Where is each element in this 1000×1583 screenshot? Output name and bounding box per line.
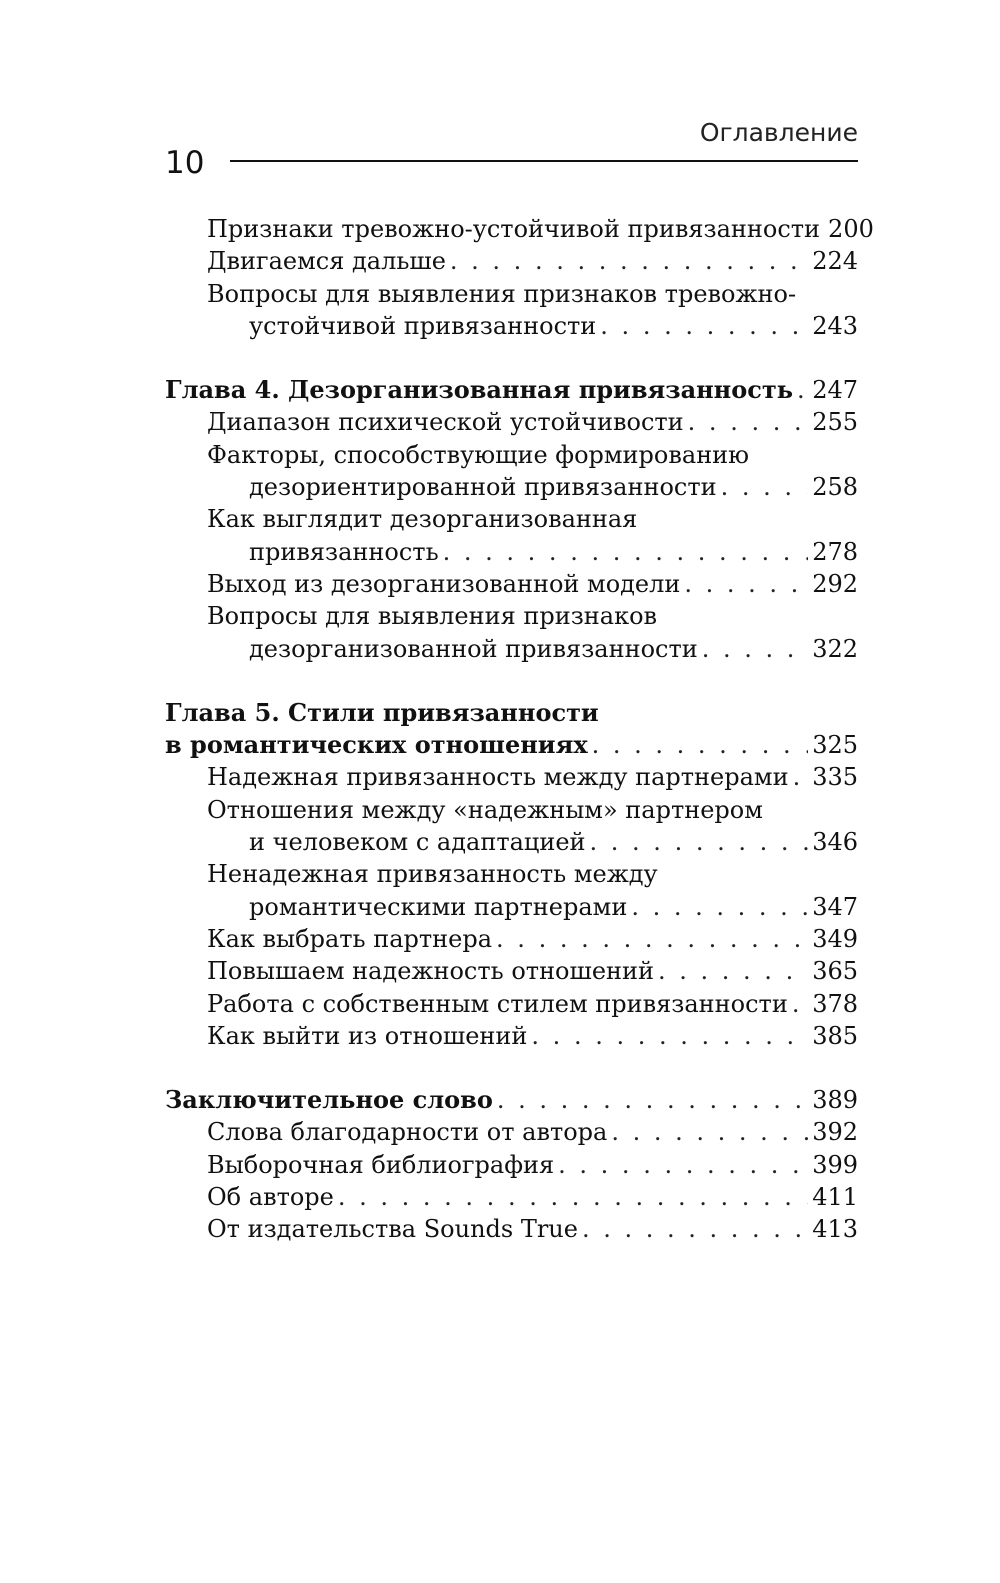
chapter-page: 389 (812, 1086, 858, 1115)
toc-entry-title: Об авторе (207, 1183, 334, 1212)
toc-entry[interactable] (165, 1181, 858, 1213)
leader-dots (688, 406, 809, 438)
toc-entry[interactable] (165, 1213, 858, 1245)
toc-entry-page: 224 (812, 247, 858, 276)
toc-entry-page: 346 (812, 828, 858, 857)
toc-conclusion[interactable] (165, 1084, 858, 1116)
toc-entry-page: 385 (812, 1021, 858, 1050)
toc-entry-page: 392 (812, 1118, 858, 1147)
toc-entry-page: 255 (812, 408, 858, 437)
toc-entry-title: Повышаем надежность отношений (207, 957, 655, 986)
leader-dots (793, 761, 809, 793)
toc-entry-line-2[interactable] (165, 310, 858, 342)
toc-entry-title: Вопросы для выявления признаков тревожно- (207, 279, 797, 308)
leader-dots (611, 1116, 808, 1148)
chapter-title: Глава 4. Дезорганизованная привязанность (165, 375, 794, 405)
toc-entry-page: 413 (812, 1215, 858, 1244)
toc-chapter-4[interactable] (165, 374, 858, 406)
toc-entry-line-2[interactable] (165, 471, 858, 503)
leader-dots (443, 536, 809, 568)
toc-entry-title: Работа с собственным стилем привязанности (207, 989, 788, 1018)
toc-entry-title: Слова благодарности от автора (207, 1118, 608, 1147)
toc-entry-title: привязанность (249, 537, 439, 566)
toc-chapter-5-line-2[interactable] (165, 729, 858, 761)
toc-entry-line-2[interactable] (165, 891, 858, 923)
chapter-page: 325 (812, 731, 858, 760)
toc-entry-title: Двигаемся дальше (207, 247, 446, 276)
toc-entry-page: 292 (812, 569, 858, 598)
leader-dots (792, 988, 808, 1020)
toc-entry-page: 365 (812, 957, 858, 986)
toc-entry-page: 278 (812, 537, 858, 566)
toc-entry-line-1[interactable] (165, 278, 858, 310)
toc-entry-page: 411 (812, 1183, 858, 1212)
running-header-title: Оглавление (699, 118, 858, 147)
leader-dots (592, 729, 809, 761)
chapter-title: Глава 5. Стили привязанности (165, 697, 599, 727)
leader-dots (582, 1213, 808, 1245)
toc-entry-title: Факторы, способствующие формированию (207, 440, 750, 469)
leader-dots (631, 891, 808, 923)
leader-dots (684, 568, 808, 600)
toc-entry-title: Вопросы для выявления признаков (207, 602, 658, 631)
toc-entry-title: устойчивой привязанности (249, 311, 597, 340)
chapter-title: Заключительное слово (165, 1085, 493, 1115)
toc-entry[interactable] (165, 988, 858, 1020)
toc-entry-title: дезориентированной привязанности (249, 473, 717, 502)
toc-entry-title: Выход из дезорганизованной модели (207, 569, 681, 598)
toc-entry[interactable] (165, 568, 858, 600)
toc-entry-title: Выборочная библиография (207, 1150, 555, 1179)
leader-dots (797, 374, 808, 406)
toc-entry-title: Как выйти из отношений (207, 1021, 528, 1050)
toc-entry-page: 349 (812, 924, 858, 953)
leader-dots (658, 955, 808, 987)
toc-entry-title: Надежная привязанность между партнерами (207, 763, 789, 792)
toc-entry-line-1[interactable] (165, 600, 858, 632)
toc-entry[interactable] (165, 923, 858, 955)
header-rule (230, 160, 858, 162)
toc-entry-title: От издательства Sounds True (207, 1215, 578, 1244)
toc-entry-title: Диапазон психической устойчивости (207, 408, 684, 437)
leader-dots (497, 1084, 808, 1116)
toc-entry-page: 243 (812, 311, 858, 340)
toc-entry-page: 399 (812, 1150, 858, 1179)
table-of-contents (165, 213, 874, 1246)
toc-entry-line-1[interactable] (165, 794, 858, 826)
toc-entry[interactable] (165, 245, 858, 277)
toc-entry-title: романтическими партнерами (249, 892, 628, 921)
toc-entry[interactable] (165, 1020, 858, 1052)
page-number: 10 (165, 145, 205, 181)
leader-dots (531, 1020, 808, 1052)
leader-dots (721, 471, 809, 503)
toc-entry-title: Как выглядит дезорганизованная (207, 505, 638, 534)
toc-entry-title: Как выбрать партнера (207, 924, 493, 953)
leader-dots (590, 826, 809, 858)
toc-entry-page: 200 (828, 215, 874, 243)
leader-dots (496, 923, 808, 955)
toc-entry[interactable] (165, 761, 858, 793)
leader-dots (450, 245, 808, 277)
leader-dots (338, 1181, 808, 1213)
toc-entry-line-2[interactable] (165, 633, 858, 665)
toc-entry-line-1[interactable] (165, 503, 858, 535)
toc-entry[interactable] (165, 213, 874, 245)
chapter-title: в романтических отношениях (165, 730, 588, 760)
toc-entry-title: и человеком с адаптацией (249, 828, 586, 857)
toc-entry-page: 258 (812, 473, 858, 502)
toc-entry-title: дезорганизованной привязанности (249, 634, 698, 663)
toc-entry-page: 347 (812, 892, 858, 921)
leader-dots (702, 633, 808, 665)
chapter-page: 247 (812, 376, 858, 405)
toc-entry-line-2[interactable] (165, 826, 858, 858)
leader-dots (558, 1149, 808, 1181)
toc-chapter-5-line-1[interactable] (165, 697, 858, 729)
toc-entry-page: 378 (812, 989, 858, 1018)
toc-entry-line-2[interactable] (165, 536, 858, 568)
toc-entry-title: Признаки тревожно-устойчивой привязанности (207, 215, 821, 243)
toc-entry[interactable] (165, 955, 858, 987)
toc-entry[interactable] (165, 1149, 858, 1181)
toc-entry-page: 322 (812, 634, 858, 663)
toc-entry[interactable] (165, 1116, 858, 1148)
leader-dots (600, 310, 808, 342)
toc-entry-title: Отношения между «надежным» партнером (207, 795, 763, 824)
toc-entry-line-1[interactable] (165, 439, 858, 471)
toc-entry-title: Ненадежная привязанность между (207, 860, 658, 889)
toc-entry-page: 335 (812, 763, 858, 792)
toc-entry-line-1[interactable] (165, 858, 858, 890)
toc-entry[interactable] (165, 406, 858, 438)
